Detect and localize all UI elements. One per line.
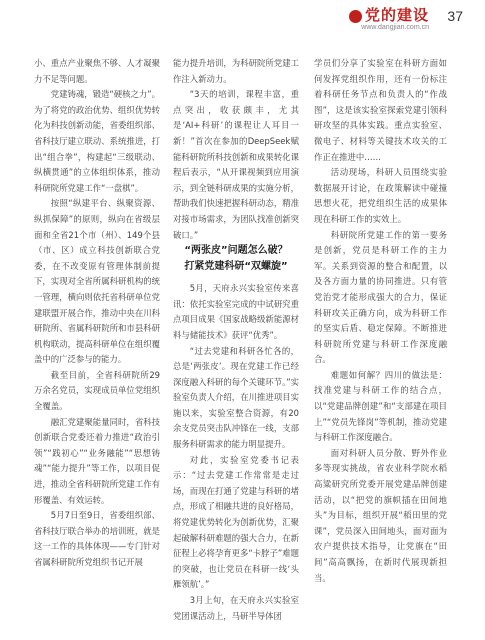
article-column-2 — [173, 56, 299, 626]
paragraph: 融汇党建聚能量同时，省科技创新联合党委还着力推进“政治引领”“践初心”“业务融能”“思想铸魂”“能力提升”等工作，以项目促进，推动全省科研院所党建工作有形覆盖、有效运转。 — [34, 416, 160, 505]
paragraph: 党建铸魂，锻造“硬核之力”。为了将党的政治优势、组织优势转化为科技创新动能，省委组织部、省科技厅建立联动、系统推进，打出“组合拳”，构建起“三级联动、纵横贯通”的立体组织体系，推动科研院所党建工作“一盘棋”。 — [34, 89, 160, 193]
paragraph: 学员们分享了实验室在科研方面如何发挥党组织作用，还有一份标注着科研任务节点和负责人的“作战图”，这是该实验室探索党建引领科研攻坚的具体实践。重点实验室、微电子、材料等关键技术攻关的工作正在推进中…… — [314, 58, 447, 162]
section-heading: “两张皮”问题怎么破？ — [184, 245, 288, 257]
paragraph: 5月7日至9日，省委组织部、省科技厅联合举办的培训班，就是这一工作的具体体现——专门针对省属科研院所党组织书记开展 — [34, 510, 160, 567]
paragraph: 面对科研人员分散、野外作业多等现实挑战，省农业科学院水稻高粱研究所党委开展党建品牌创建活动，以“把党的旗帜插在田间地头”为目标，组织开展“稻田里的党课”，党员深入田间地头，面对面为农户提供技术指导，让党旗在“田间”高高飘扬，在新时代展现新担当。 — [314, 447, 447, 583]
paragraph: 对此，实验室党委书记表示：“过去党建工作常常是走过场，而现在打通了党建与科研的堵点，形成了相融共进的良好格局，将党建优势转化为创新优势，汇聚起破解科研难题的强大合力，在新征程上必将孕育更多“卡脖子”难题的突破，也让党员在科研一线‘头雁领航’。” — [173, 454, 299, 590]
paragraph: 能力提升培训，为科研院所党建工作注入新动力。 — [173, 58, 299, 84]
section-heading-line-2: 打紧党建科研“双螺旋” — [184, 261, 288, 273]
paragraph: 小、重点产业聚焦不够、人才凝聚力不足等问题。 — [34, 58, 160, 84]
paragraph: 3月上旬，在天府永兴实验室党团课活动上，马研半导体团 — [173, 595, 299, 621]
paragraph: 按照“纵建平台、纵聚资源、纵抓保障”的原则，纵向在省级层面和全省21个市（州）、149个县（市、区）成立科技创新联合党委，在不改变原有管理体制前提下，实现对全省所属科研机构的统一管理，横向则依托省科研单位党建联盟开展合作，推动中央在川科研院所、省属科研院所和市县科研机构联动，提高科研单位在组织覆盖中的广泛参与的能力。 — [34, 198, 160, 365]
logo-text: 党的建设 — [364, 6, 429, 24]
site-url: www.dangjian.com.cn — [361, 24, 429, 31]
magazine-logo — [349, 4, 429, 25]
paragraph: “3天的培训，课程丰富，重点突出，收获颇丰，尤其是‘AI+科研’的课程让人耳目一新！”首次在参加的DeepSeek赋能科研院所科技创新和成果转化课程后表示，“从开课视频到应用演示，到全链科研成果的实施分析，帮助我们快速把握科研动态，精准对接市场需求，为团队找准创新突破口。” — [173, 89, 299, 240]
paragraph: “过去党建和科研各忙各的，总是‘两张皮’。现在党建工作已经深度融入科研的每个关键环节。”实验室负责人介绍，在川推进项目实施以来，实验室整合资源，有20余支党员突击队冲锋在一线，支部服务科研需求的能力明显提升。 — [173, 345, 299, 450]
article-column-3 — [314, 56, 447, 626]
article-column-1 — [34, 56, 160, 626]
paragraph: 截至目前，全省科研院所29万余名党员，实现成员单位党组织全覆盖。 — [34, 369, 160, 412]
page-header — [0, 0, 485, 52]
paragraph: 难题如何解？四川的做法是：找准党建与科研工作的结合点，以“党建品牌创建”和“支部建在项目上”“党员先锋岗”等机制，推动党建与科研工作深度融合。 — [314, 369, 447, 443]
paragraph: 科研院所党建工作的第一要务是创新，党员是科研工作的主力军。关系到资源的整合和配置，以及各方面力量的协同推进。只有管党治党才能形成强大的合力，保证科研攻关正确方向，成为科研工作的坚实后盾、稳定保障。不断推进科研院所党建与科研工作深度融合。 — [314, 229, 447, 365]
page-number: 37 — [447, 8, 463, 24]
paragraph: 活动现场，科研人员围绕实验数据展开讨论，在政策解读中碰撞思想火花，把党组织生活的成果体现在科研工作的实效上。 — [314, 167, 447, 224]
paragraph: 5月，天府永兴实验室传来喜讯：依托实验室完成的中试研究重点项目成果《国家战略级新能源材料与储能技术》获评“优秀”。 — [173, 283, 299, 340]
party-emblem-icon — [349, 10, 362, 23]
